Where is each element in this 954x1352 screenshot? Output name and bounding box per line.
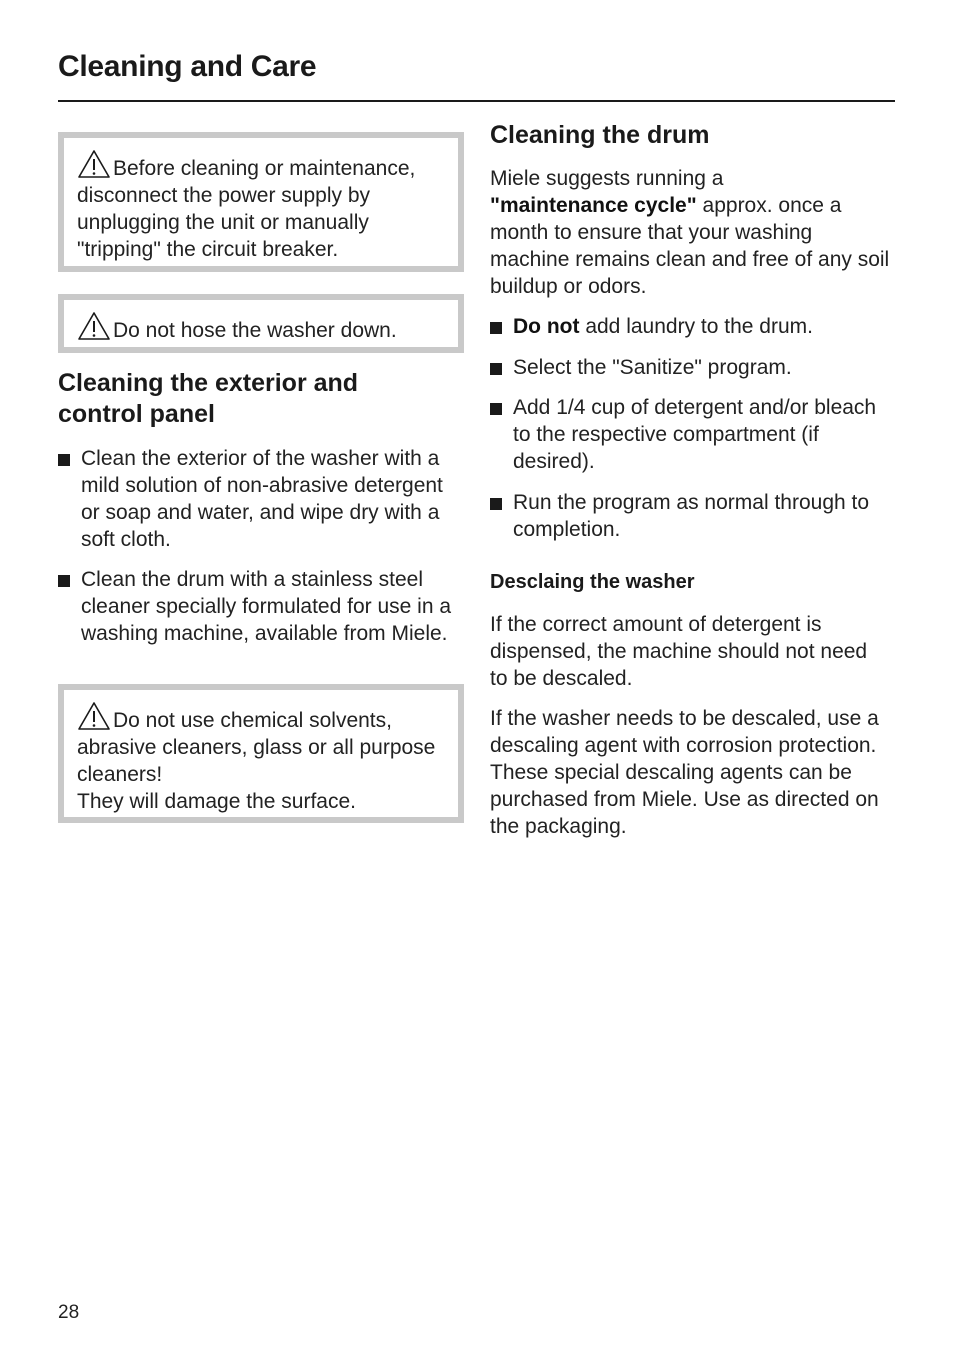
descale-paragraph-1: If the correct amount of detergent is dispensed, the machine should not need to be descaled. [490, 613, 868, 690]
square-bullet-icon [490, 498, 502, 510]
list-item: Do not add laundry to the drum. [490, 313, 890, 340]
warning-text-chemicals: Do not use chemical solvents, abrasive cleaners, glass or all purpose cleaners! [77, 709, 436, 786]
square-bullet-icon [490, 403, 502, 415]
warning-triangle-icon [77, 311, 111, 341]
list-item: Clean the exterior of the washer with a mild solution of non-abrasive detergent or soap and water, and wipe dry with a soft cloth. [58, 445, 464, 553]
drum-bullet-list [490, 313, 890, 543]
list-item: Clean the drum with a stainless steel cleaner specially formulated for use in a washing machine, available from Miele. [58, 566, 464, 647]
square-bullet-icon [490, 322, 502, 334]
section-heading-drum: Cleaning the drum [490, 121, 710, 149]
warning-text-damage: They will damage the surface. [77, 790, 356, 813]
maintenance-cycle-emphasis: "maintenance cycle" [490, 194, 697, 217]
square-bullet-icon [58, 575, 70, 587]
descale-paragraph-2: If the washer needs to be descaled, use a descaling agent with corrosion protection. These special descaling agents can be purchased from Miele. Use as directed on the packaging. [490, 707, 879, 838]
drum-intro-paragraph: Miele suggests running a "maintenance cycle" approx. once a month to ensure that your washing machine remains clean and free of any soil buildup or odors. [490, 167, 890, 298]
list-item: Run the program as normal through to completion. [490, 489, 890, 543]
list-item: Add 1/4 cup of detergent and/or bleach to the respective compartment (if desired). [490, 394, 890, 475]
warning-box-power [58, 132, 464, 272]
exterior-bullet-list [58, 445, 464, 647]
page-title: Cleaning and Care [58, 50, 317, 83]
subheading-descaling: Desclaing the washer [490, 571, 695, 593]
section-heading-exterior: Cleaning the exterior and control panel [58, 369, 359, 428]
title-divider [58, 100, 895, 102]
warning-triangle-icon [77, 701, 111, 731]
warning-box-hose [58, 294, 464, 353]
list-item: Select the "Sanitize" program. [490, 354, 890, 381]
page-number: 28 [58, 1302, 80, 1323]
warning-text-hose: Do not hose the washer down. [113, 319, 397, 342]
square-bullet-icon [58, 454, 70, 466]
warning-triangle-icon [77, 149, 111, 179]
square-bullet-icon [490, 363, 502, 375]
warning-text-power: Before cleaning or maintenance, disconnect the power supply by unplugging the unit or manually "tripping" the circuit breaker. [77, 157, 416, 261]
warning-box-chemicals [58, 684, 464, 823]
